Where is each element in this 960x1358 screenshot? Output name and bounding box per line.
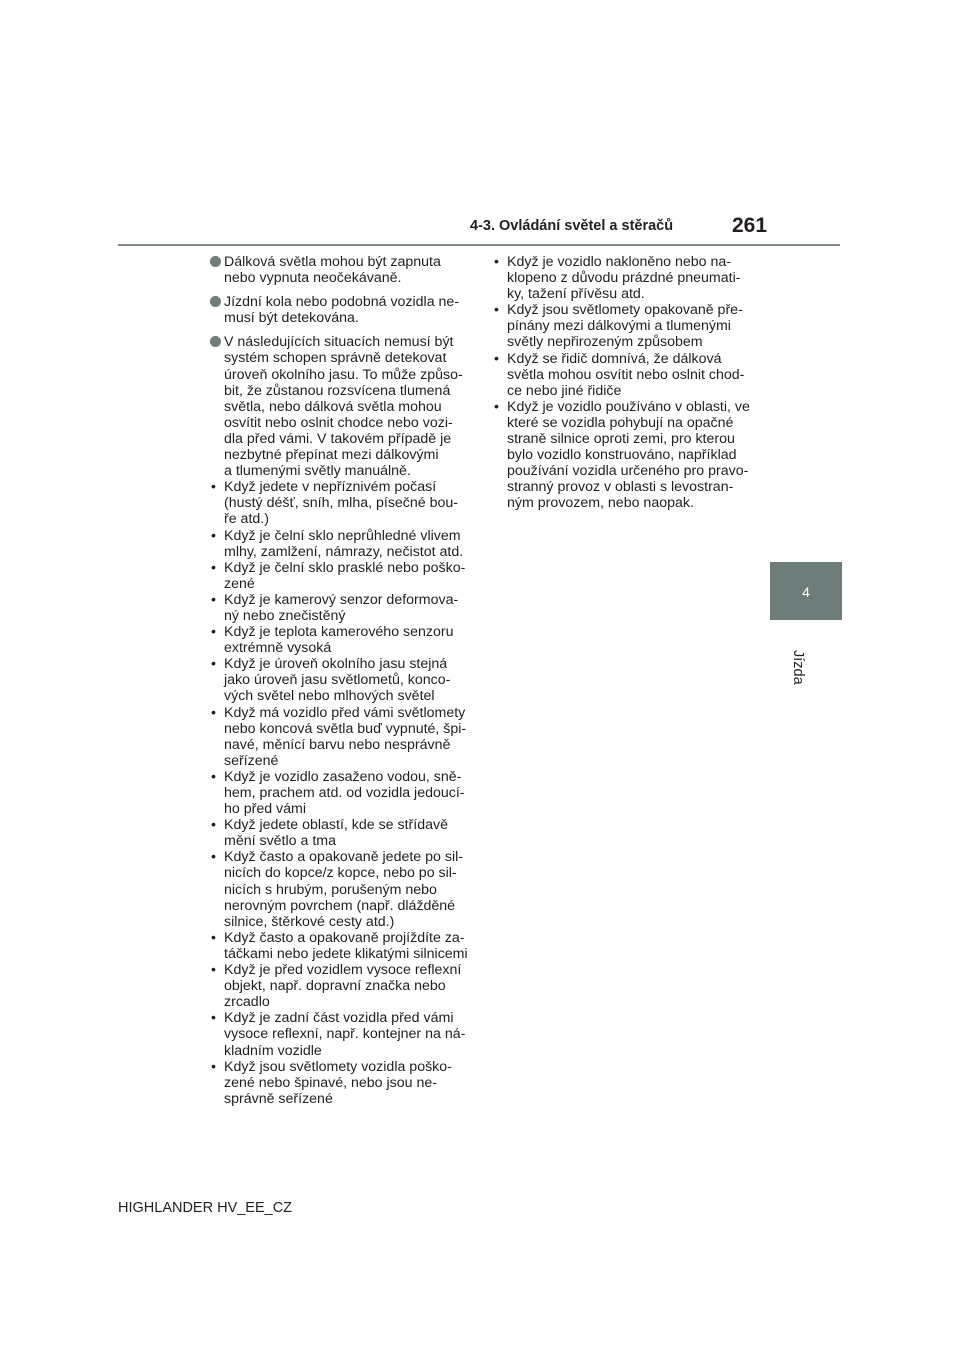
list-item-text: Když má vozidlo před vámi světlomety nebo koncová světla buď vypnuté, špi- navé, měnící barvu nebo nesprávně seřízené (224, 704, 467, 769)
list-item-text: Když je vozidlo zasaženo vodou, sně- hem, prachem atd. od vozidla jedoucí- ho před vámi (224, 768, 465, 818)
list-item (208, 930, 472, 962)
left-column (210, 254, 472, 1107)
dot-bullet-icon (210, 256, 221, 267)
list-item-text: Když jsou světlomety vozidla poško- zené nebo špinavé, nebo jsou ne- správně seřízené (224, 1058, 452, 1107)
list-item (491, 302, 753, 350)
list-item-text: Když je vozidlo nakloněno nebo na- klopeno z důvodu prázdné pneumati- ky, tažení přívěsu atd. (507, 254, 741, 303)
bullet-mark: • (211, 704, 216, 721)
list-item (491, 254, 753, 302)
list-item (208, 849, 472, 929)
condition-list (208, 479, 472, 1107)
list-item (208, 528, 472, 560)
list-item-text: Když je vozidlo používáno v oblasti, ve které se vozidla pohybují na opačné straně silnice oproti zemi, pro kterou bylo vozidlo konstruováno, například používání vozidla určeného pro pravo- stranný provoz v oblasti s levostran- ným provozem, nebo naopak. (507, 398, 750, 512)
list-item (208, 769, 472, 817)
footer-model-code: HIGHLANDER HV_EE_CZ (118, 1200, 293, 1216)
list-item-text: Když se řidič domnívá, že dálková světla mohou osvítit nebo oslnit chod- ce nebo jiné řidiče (507, 350, 745, 399)
list-item (208, 705, 472, 769)
right-column (491, 254, 753, 512)
bullet-mark: • (211, 817, 216, 834)
dot-item-text: Dálková světla mohou být zapnuta nebo vypnuta neočekávaně. (224, 254, 441, 287)
dot-bullet-icon (210, 296, 221, 307)
list-item-text: Když jsou světlomety opakovaně pře- pínány mezi dálkovými a tlumenými světly nepřirozeným způsobem (507, 302, 743, 351)
section-title: 4-3. Ovládání světel a stěračů (470, 218, 674, 234)
chapter-tab (770, 562, 842, 620)
bullet-mark: • (211, 1058, 216, 1075)
list-item (208, 817, 472, 849)
chapter-label: Jízda (790, 650, 806, 685)
list-item (208, 479, 472, 527)
list-item (208, 1010, 472, 1058)
list-item-text: Když často a opakovaně jedete po sil- nicích do kopce/z kopce, nebo po sil- nicích s hrubým, porušeným nebo nerovným povrchem (např. dlážděné silnice, štěrkové cesty atd.) (224, 849, 463, 930)
page-number: 261 (732, 214, 768, 237)
header-rule (118, 244, 840, 246)
bullet-mark: • (211, 768, 216, 785)
list-item (491, 399, 753, 512)
list-item-text: Když jedete oblastí, kde se střídavě mění světlo a tma (224, 817, 448, 850)
list-item-text: Když je teplota kamerového senzoru extrémně vysoká (224, 624, 454, 657)
condition-list (491, 254, 753, 512)
list-item-text: Když je zadní část vozidla před vámi vysoce reflexní, např. kontejner na ná- kladním vozidle (224, 1010, 466, 1059)
bullet-mark: • (211, 962, 216, 979)
bullet-mark: • (494, 398, 499, 415)
bullet-mark: • (494, 302, 499, 319)
bullet-mark: • (211, 527, 216, 544)
dot-item (210, 294, 472, 326)
dot-item-text: Jízdní kola nebo podobná vozidla ne- musí být detekována. (224, 294, 460, 327)
bullet-mark: • (211, 479, 216, 496)
dot-item (210, 254, 472, 286)
bullet-mark: • (211, 559, 216, 576)
list-item (491, 351, 753, 399)
list-item (208, 592, 472, 624)
list-item (208, 656, 472, 704)
bullet-mark: • (211, 624, 216, 641)
list-item (208, 560, 472, 592)
list-item-text: Když je úroveň okolního jasu stejná jako úroveň jasu světlometů, konco- vých světel nebo mlhových světel (224, 656, 451, 705)
list-item-text: Když jedete v nepříznivém počasí (hustý déšť, sníh, mlha, písečné bou- ře atd.) (224, 479, 459, 528)
bullet-mark: • (494, 350, 499, 367)
list-item-text: Když je před vozidlem vysoce reflexní objekt, např. dopravní značka nebo zrcadlo (224, 962, 462, 1011)
list-item-text: Když je čelní sklo prasklé nebo poško- zené (224, 559, 466, 592)
list-item (208, 624, 472, 656)
list-item-text: Když je čelní sklo neprůhledné vlivem mlhy, zamlžení, námrazy, nečistot atd. (224, 527, 464, 560)
dot-item-text: V následujících situacích nemusí být systém schopen správně detekovat úroveň okolního jasu. To může způso- bit, že zůstanou rozsvícena tlumená světla, nebo dálková světla mohou osvítit nebo oslnit chodce nebo vozi- dla před vámi. V takovém případě je nezbytné přepínat mezi dálkovými a tlumenými světly manuálně. (224, 334, 463, 480)
list-item-text: Když často a opakovaně projíždíte za- táčkami nebo jedete klikatými silnicemi (224, 929, 468, 962)
bullet-mark: • (494, 254, 499, 270)
chapter-number: 4 (802, 584, 810, 600)
list-item-text: Když je kamerový senzor deformova- ný nebo znečistěný (224, 591, 459, 624)
list-item (208, 1059, 472, 1107)
dot-bullet-icon (210, 336, 221, 347)
list-item (208, 962, 472, 1010)
bullet-mark: • (211, 591, 216, 608)
dot-item (210, 334, 472, 479)
bullet-mark: • (211, 656, 216, 673)
bullet-mark: • (211, 929, 216, 946)
bullet-mark: • (211, 849, 216, 866)
bullet-mark: • (211, 1010, 216, 1027)
